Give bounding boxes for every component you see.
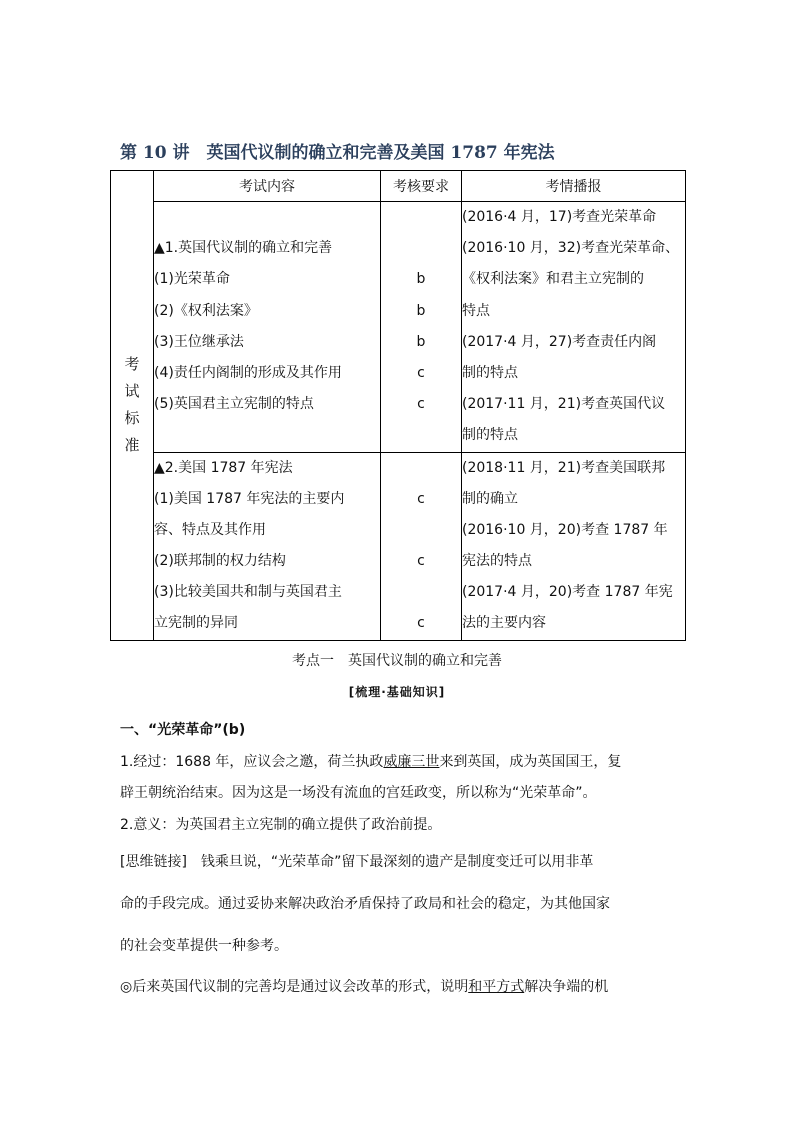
side-char: 试 — [124, 382, 140, 401]
content-line: (5)英国君主立宪制的特点 — [154, 396, 314, 413]
report-line: (2016·4 月，17)考查光荣革命 — [462, 209, 657, 225]
text-span: 来到英国，成为英国国王，复 — [439, 754, 622, 770]
content-line: 容、特点及其作用 — [154, 521, 266, 538]
level-line: b — [416, 271, 426, 288]
content-line: (1)光荣革命 — [154, 271, 230, 288]
side-char: 标 — [124, 409, 140, 428]
paragraph-line: 的社会变革提供一种参考。 — [120, 938, 288, 954]
content-line: ▲1.英国代议制的确立和完善 — [154, 240, 333, 257]
side-label-cell — [111, 171, 154, 641]
level-line — [381, 453, 461, 484]
report-cell — [462, 452, 686, 640]
report-line: 宪法的特点 — [462, 553, 532, 570]
side-char: 考 — [124, 355, 140, 374]
content-line: (3)王位继承法 — [154, 333, 244, 350]
section-subtitle: [梳理·基础知识] — [348, 685, 446, 699]
level-line: c — [417, 490, 425, 507]
paragraph-note — [120, 976, 690, 996]
report-line: 制的确立 — [462, 490, 518, 507]
content-line — [154, 420, 380, 451]
level-line — [381, 577, 461, 608]
header-content: 考试内容 — [154, 171, 381, 202]
level-line — [381, 515, 461, 546]
section-title: 考点一 英国代议制的确立和完善 — [292, 653, 502, 669]
content-cell — [154, 202, 381, 453]
content-cell — [154, 452, 381, 640]
report-line: 法的主要内容 — [462, 615, 546, 632]
level-line — [381, 202, 461, 233]
underlined-term: 和平方式 — [468, 979, 525, 995]
paragraph-significance: 2.意义：为英国君主立宪制的确立提供了政治前提。 — [120, 817, 442, 833]
level-line — [381, 420, 461, 451]
report-line: 制的特点 — [462, 427, 518, 444]
content-line: (2)联邦制的权力结构 — [154, 553, 286, 570]
table-row — [111, 452, 686, 640]
header-report: 考情播报 — [462, 171, 686, 202]
level-line: c — [417, 364, 425, 381]
report-line: 特点 — [462, 302, 490, 319]
paragraph-line: 命的手段完成。通过妥协来解决政治矛盾保持了政局和社会的稳定，为其他国家 — [120, 896, 610, 912]
level-line: c — [417, 615, 425, 632]
content-line: (4)责任内阁制的形成及其作用 — [154, 364, 342, 381]
exam-standard-table — [110, 170, 686, 641]
report-cell — [462, 202, 686, 453]
content-line — [154, 202, 380, 233]
report-line: (2018·11 月，21)考查美国联邦 — [462, 459, 666, 476]
text-span: 1.经过：1688 年，应议会之邀，荷兰执政 — [120, 754, 384, 770]
level-line: b — [416, 302, 426, 319]
report-line: (2017·4 月，27)考查责任内阁 — [462, 333, 657, 350]
text-span: 解决争端的机 — [524, 979, 609, 995]
report-line: (2016·10 月，20)考查 1787 年 — [462, 521, 668, 538]
paragraph-process — [120, 751, 690, 771]
level-line: b — [416, 333, 426, 350]
level-line: c — [417, 553, 425, 570]
underlined-term: 威廉三世 — [383, 754, 440, 770]
table-row — [111, 202, 686, 453]
text-span: ◎后来英国代议制的完善均是通过议会改革的形式，说明 — [120, 979, 469, 995]
content-line: 立宪制的异同 — [154, 615, 238, 632]
level-cell — [381, 202, 462, 453]
level-line: c — [417, 396, 425, 413]
report-line: (2017·4 月，20)考查 1787 年宪 — [462, 584, 673, 601]
header-level: 考核要求 — [381, 171, 462, 202]
content-line: (3)比较美国共和制与英国君主 — [154, 584, 342, 601]
content-line: (1)美国 1787 年宪法的主要内 — [154, 490, 345, 507]
report-line: (2017·11 月，21)考查英国代议 — [462, 396, 666, 413]
report-line: 制的特点 — [462, 364, 518, 381]
level-cell — [381, 452, 462, 640]
content-line: ▲2.美国 1787 年宪法 — [154, 459, 293, 476]
paragraph-line: 辟王朝统治结束。因为这是一场没有流血的宫廷政变，所以称为“光荣革命”。 — [120, 785, 597, 801]
heading-glorious-revolution: 一、“光荣革命”(b) — [120, 722, 246, 738]
thinking-link: [思维链接] 钱乘旦说，“光荣革命”留下最深刻的遗产是制度变迁可以用非革 — [120, 854, 594, 870]
content-line: (2)《权利法案》 — [154, 302, 258, 319]
page-title: 第 10 讲 英国代议制的确立和完善及美国 1787 年宪法 — [120, 143, 555, 163]
report-line: 《权利法案》和君主立宪制的 — [462, 271, 644, 288]
report-line: (2016·10 月，32)考查光荣革命、 — [462, 240, 680, 257]
level-line — [381, 233, 461, 264]
side-char: 准 — [124, 436, 140, 455]
